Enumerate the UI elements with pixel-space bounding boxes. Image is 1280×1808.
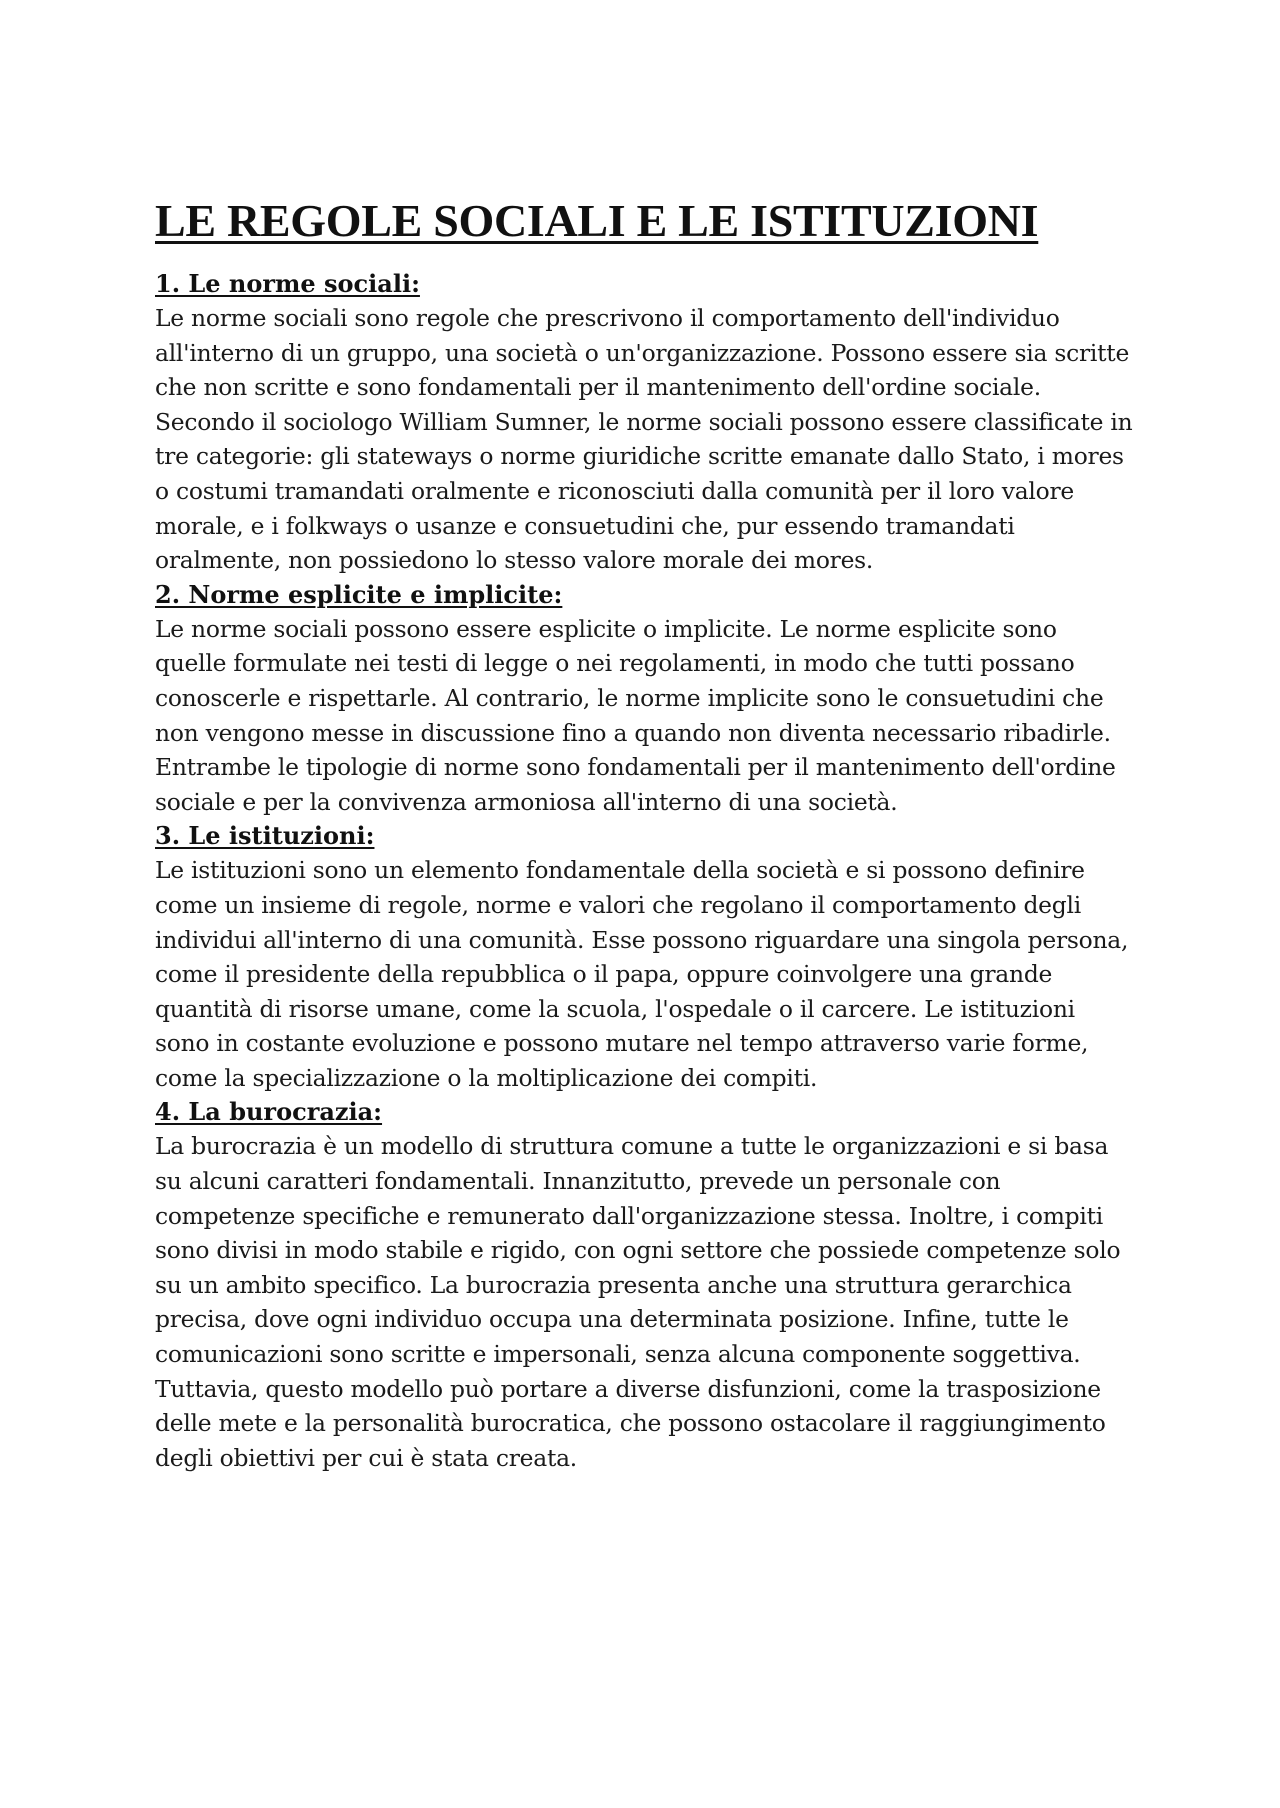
section-heading: 4. La burocrazia:	[155, 1097, 383, 1127]
section-istituzioni	[155, 819, 1135, 1095]
section-norme-esplicite-implicite	[155, 578, 1135, 820]
section-body: Le norme sociali possono essere esplicite o implicite. Le norme esplicite sono quelle formulate nei testi di legge o nei regolamenti, in modo che tutti possano conoscerle e rispettarle. Al contrario, le norme implicite sono le consuetudini che non vengono messe in discussione fino a quando non diventa necessario ribadirle. Entrambe le tipologie di norme sono fondamentali per il mantenimento dell'ordine sociale e per la convivenza armoniosa all'interno di una società.	[155, 614, 1116, 816]
section-body: Le istituzioni sono un elemento fondamentale della società e si possono definire come un insieme di regole, norme e valori che regolano il comportamento degli individui all'interno di una comunità. Esse possono riguardare una singola persona, come il presidente della repubblica o il papa, oppure coinvolgere una grande quantità di risorse umane, come la scuola, l'ospedale o il carcere. Le istituzioni sono in costante evoluzione e possono mutare nel tempo attraverso varie forme, come la specializzazione o la moltiplicazione dei compiti.	[155, 856, 1129, 1092]
document-title: LE REGOLE SOCIALI E LE ISTITUZIONI	[155, 195, 1039, 246]
document-page	[155, 193, 1135, 1475]
section-heading: 3. Le istituzioni:	[155, 821, 375, 851]
section-body: La burocrazia è un modello di struttura comune a tutte le organizzazioni e si basa su alcuni caratteri fondamentali. Innanzitutto, prevede un personale con competenze specifiche e remunerato dall'organizzazione stessa. Inoltre, i compiti sono divisi in modo stabile e rigido, con ogni settore che possiede competenze solo su un ambito specifico. La burocrazia presenta anche una struttura gerarchica precisa, dove ogni individuo occupa una determinata posizione. Infine, tutte le comunicazioni sono scritte e impersonali, senza alcuna componente soggettiva. Tuttavia, questo modello può portare a diverse disfunzioni, come la trasposizione delle mete e la personalità burocratica, che possono ostacolare il raggiungimento degli obiettivi per cui è stata creata.	[155, 1132, 1121, 1472]
section-body: Le norme sociali sono regole che prescrivono il comportamento dell'individuo all'interno di un gruppo, una società o un'organizzazione. Possono essere sia scritte che non scritte e sono fondamentali per il mantenimento dell'ordine sociale. Secondo il sociologo William Sumner, le norme sociali possono essere classificate in tre categorie: gli stateways o norme giuridiche scritte emanate dallo Stato, i mores o costumi tramandati oralmente e riconosciuti dalla comunità per il loro valore morale, e i folkways o usanze e consuetudini che, pur essendo tramandati oralmente, non possiedono lo stesso valore morale dei mores.	[155, 304, 1133, 575]
section-heading: 1. Le norme sociali:	[155, 269, 420, 298]
section-burocrazia	[155, 1095, 1135, 1475]
section-heading: 2. Norme esplicite e implicite:	[155, 579, 563, 609]
section-norme-sociali	[155, 267, 1135, 578]
